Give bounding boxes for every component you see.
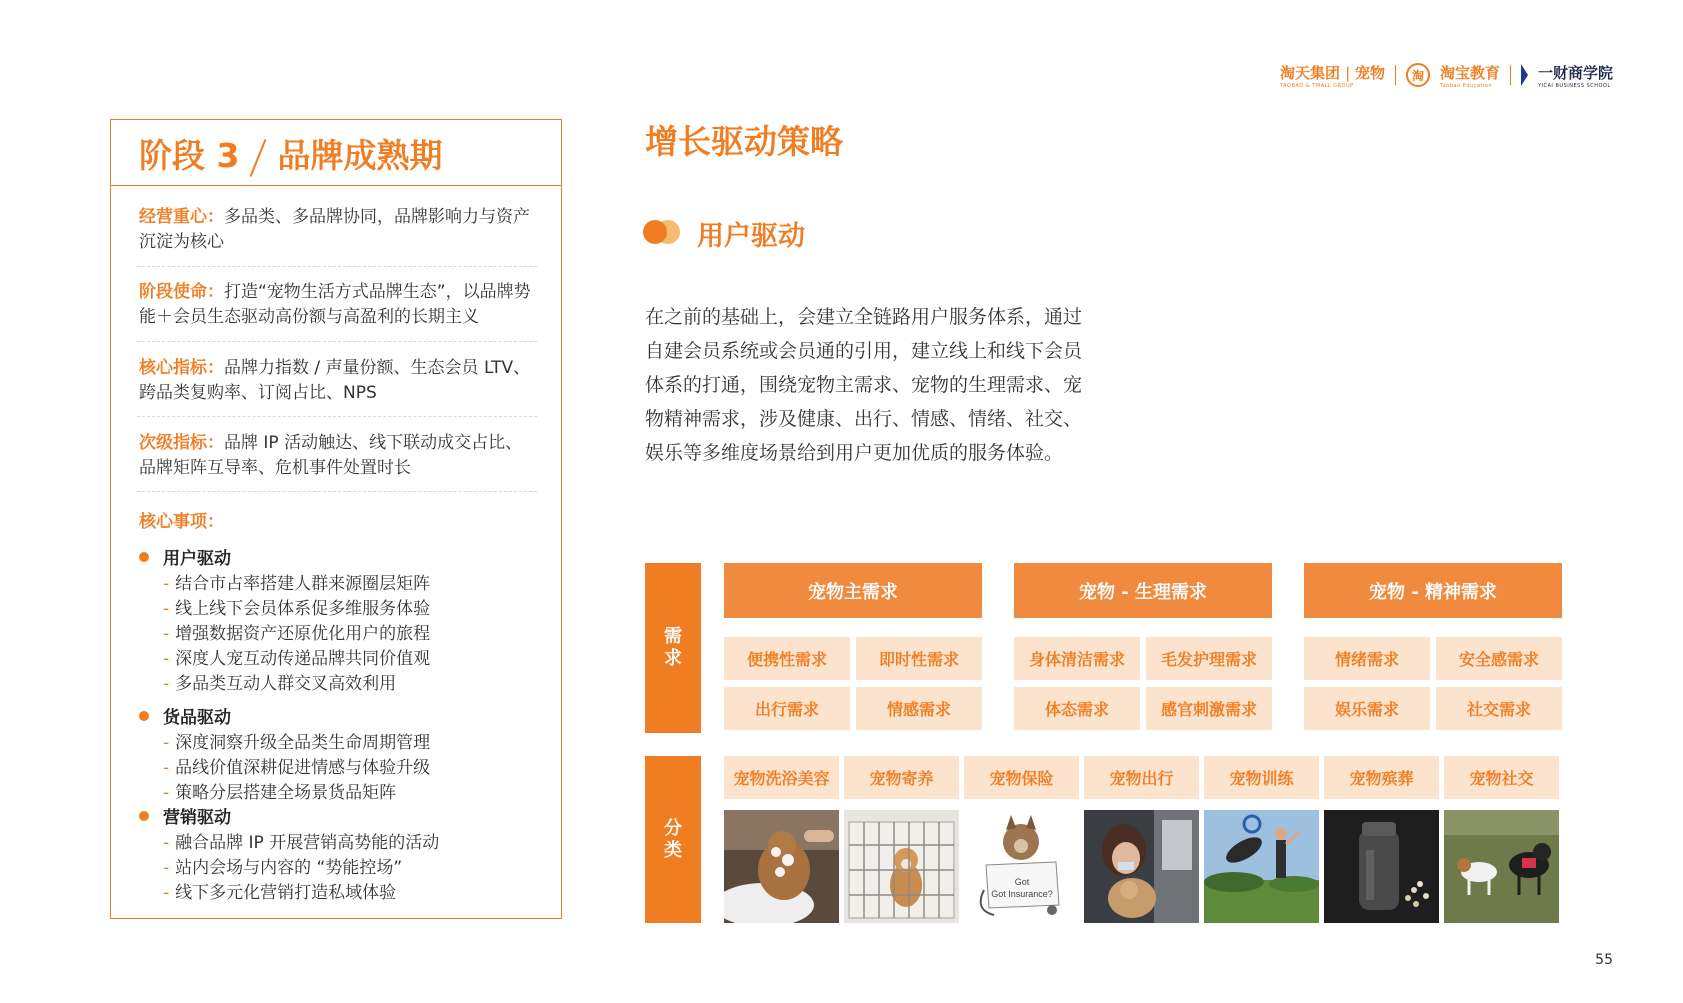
- photo-pet-bathing: [724, 810, 839, 923]
- need-tag: 安全感需求: [1436, 637, 1562, 680]
- list-item: - 深度人宠互动传递品牌共同价值观: [163, 649, 431, 669]
- bullet-dot-icon: [139, 811, 149, 821]
- logo-yicai: 一财商学院 YICAI BUSINESS SCHOOL: [1537, 63, 1613, 89]
- list-item: - 策略分层搭建全场景货品矩阵: [163, 783, 397, 803]
- stage-card-header: [111, 120, 561, 186]
- category-tag: 宠物寄养: [844, 756, 959, 799]
- taobao-edu-icon: 淘: [1406, 63, 1430, 87]
- toggle-dots-icon: [643, 220, 681, 244]
- section-focus: 经营重心：多品类、多品牌协同，品牌影响力与资产沉淀为核心: [139, 207, 530, 252]
- group-product-driven: 货品驱动: [139, 703, 231, 728]
- logo-separator-2: [1510, 65, 1511, 85]
- logo-taobao-education: 淘宝教育 Taobao Education: [1439, 63, 1500, 89]
- slash-divider: [250, 139, 267, 177]
- category-tag: 宠物训练: [1204, 756, 1319, 799]
- category-tag: 宠物出行: [1084, 756, 1199, 799]
- photo-pet-training: [1204, 810, 1319, 923]
- list-item: - 线上线下会员体系促多维服务体验: [163, 599, 431, 619]
- photo-pet-funeral: [1324, 810, 1439, 923]
- photo-pet-insurance: [964, 810, 1079, 923]
- need-tag: 感官刺激需求: [1146, 687, 1272, 730]
- stage-label: 阶段 3: [139, 136, 240, 175]
- need-tag: 便携性需求: [724, 637, 850, 680]
- list-item: - 融合品牌 IP 开展营销高势能的活动: [163, 833, 440, 853]
- column-head-mental: 宠物 - 精神需求: [1304, 563, 1562, 618]
- page-title: 增长驱动策略: [645, 122, 843, 161]
- stage-name: 品牌成熟期: [277, 136, 443, 175]
- section-mission: 阶段使命：打造“宠物生活方式品牌生态”，以品牌势能＋会员生态驱动高份额与高盈利的长期主义: [139, 282, 531, 327]
- column-head-owner: 宠物主需求: [724, 563, 982, 618]
- column-head-physiological: 宠物 - 生理需求: [1014, 563, 1272, 618]
- page-number: 55: [1595, 952, 1613, 968]
- bullet-dot-icon: [139, 552, 149, 562]
- svg-text:Got: Got: [1014, 877, 1030, 887]
- photo-pet-social: [1444, 810, 1559, 923]
- section-secondary-metrics: 次级指标：品牌 IP 活动触达、线下联动成交占比、品牌矩阵互导率、危机事件处置时长: [139, 433, 523, 478]
- need-tag: 毛发护理需求: [1146, 637, 1272, 680]
- group-user-driven: 用户驱动: [139, 544, 231, 569]
- section-core-metrics: 核心指标：品牌力指数 / 声量份额、生态会员 LTV、跨品类复购率、订阅占比、NPS: [139, 358, 531, 403]
- need-tag: 社交需求: [1436, 687, 1562, 730]
- logo-separator: [1395, 65, 1396, 85]
- list-item: - 品线价值深耕促进情感与体验升级: [163, 758, 431, 778]
- need-tag: 出行需求: [724, 687, 850, 730]
- photo-pet-travel: [1084, 810, 1199, 923]
- need-tag: 身体清洁需求: [1014, 637, 1140, 680]
- section-title: 用户驱动: [697, 221, 805, 252]
- need-tag: 体态需求: [1014, 687, 1140, 730]
- list-item: - 多品类互动人群交叉高效利用: [163, 674, 397, 694]
- photo-pet-boarding: [844, 810, 959, 923]
- dashed-divider: [137, 416, 537, 417]
- need-tag: 娱乐需求: [1304, 687, 1430, 730]
- list-item: - 结合市占率搭建人群来源圈层矩阵: [163, 574, 431, 594]
- list-item: - 深度洞察升级全品类生命周期管理: [163, 733, 431, 753]
- category-tag: 宠物社交: [1444, 756, 1559, 799]
- yicai-mark-icon: [1521, 64, 1528, 86]
- list-item: - 站内会场与内容的 “势能控场”: [163, 858, 403, 878]
- list-item: - 线下多元化营销打造私域体验: [163, 883, 397, 903]
- header-logos: [1280, 58, 1613, 92]
- need-tag: 情绪需求: [1304, 637, 1430, 680]
- category-tag: 宠物洗浴美容: [724, 756, 839, 799]
- stage-title: [139, 130, 442, 178]
- need-tag: 情感需求: [856, 687, 982, 730]
- dashed-divider: [137, 266, 537, 267]
- dashed-divider: [137, 491, 537, 492]
- category-tag: 宠物殡葬: [1324, 756, 1439, 799]
- svg-text:Got Insurance?: Got Insurance?: [991, 889, 1053, 899]
- category-tag: 宠物保险: [964, 756, 1079, 799]
- dashed-divider: [137, 341, 537, 342]
- stage-card: [110, 119, 562, 919]
- description-paragraph: 在之前的基础上，会建立全链路用户服务体系，通过自建会员系统或会员通的引用，建立线上和线下会员体系的打通，围绕宠物主需求、宠物的生理需求、宠物精神需求，涉及健康、出行、情感、情绪、社交、娱乐等多维度场景给到用户更加优质的服务体验。: [645, 306, 1083, 464]
- need-tag: 即时性需求: [856, 637, 982, 680]
- logo-taotian: 淘天集团 | 宠物 TAOBAO & TMALL GROUP: [1280, 63, 1385, 89]
- group-marketing-driven: 营销驱动: [139, 803, 231, 828]
- list-item: - 增强数据资产还原优化用户的旅程: [163, 624, 431, 644]
- needs-side-label: 需求: [645, 563, 701, 733]
- core-items-title: 核心事项：: [139, 512, 224, 532]
- category-side-label: 分类: [645, 756, 701, 923]
- bullet-dot-icon: [139, 711, 149, 721]
